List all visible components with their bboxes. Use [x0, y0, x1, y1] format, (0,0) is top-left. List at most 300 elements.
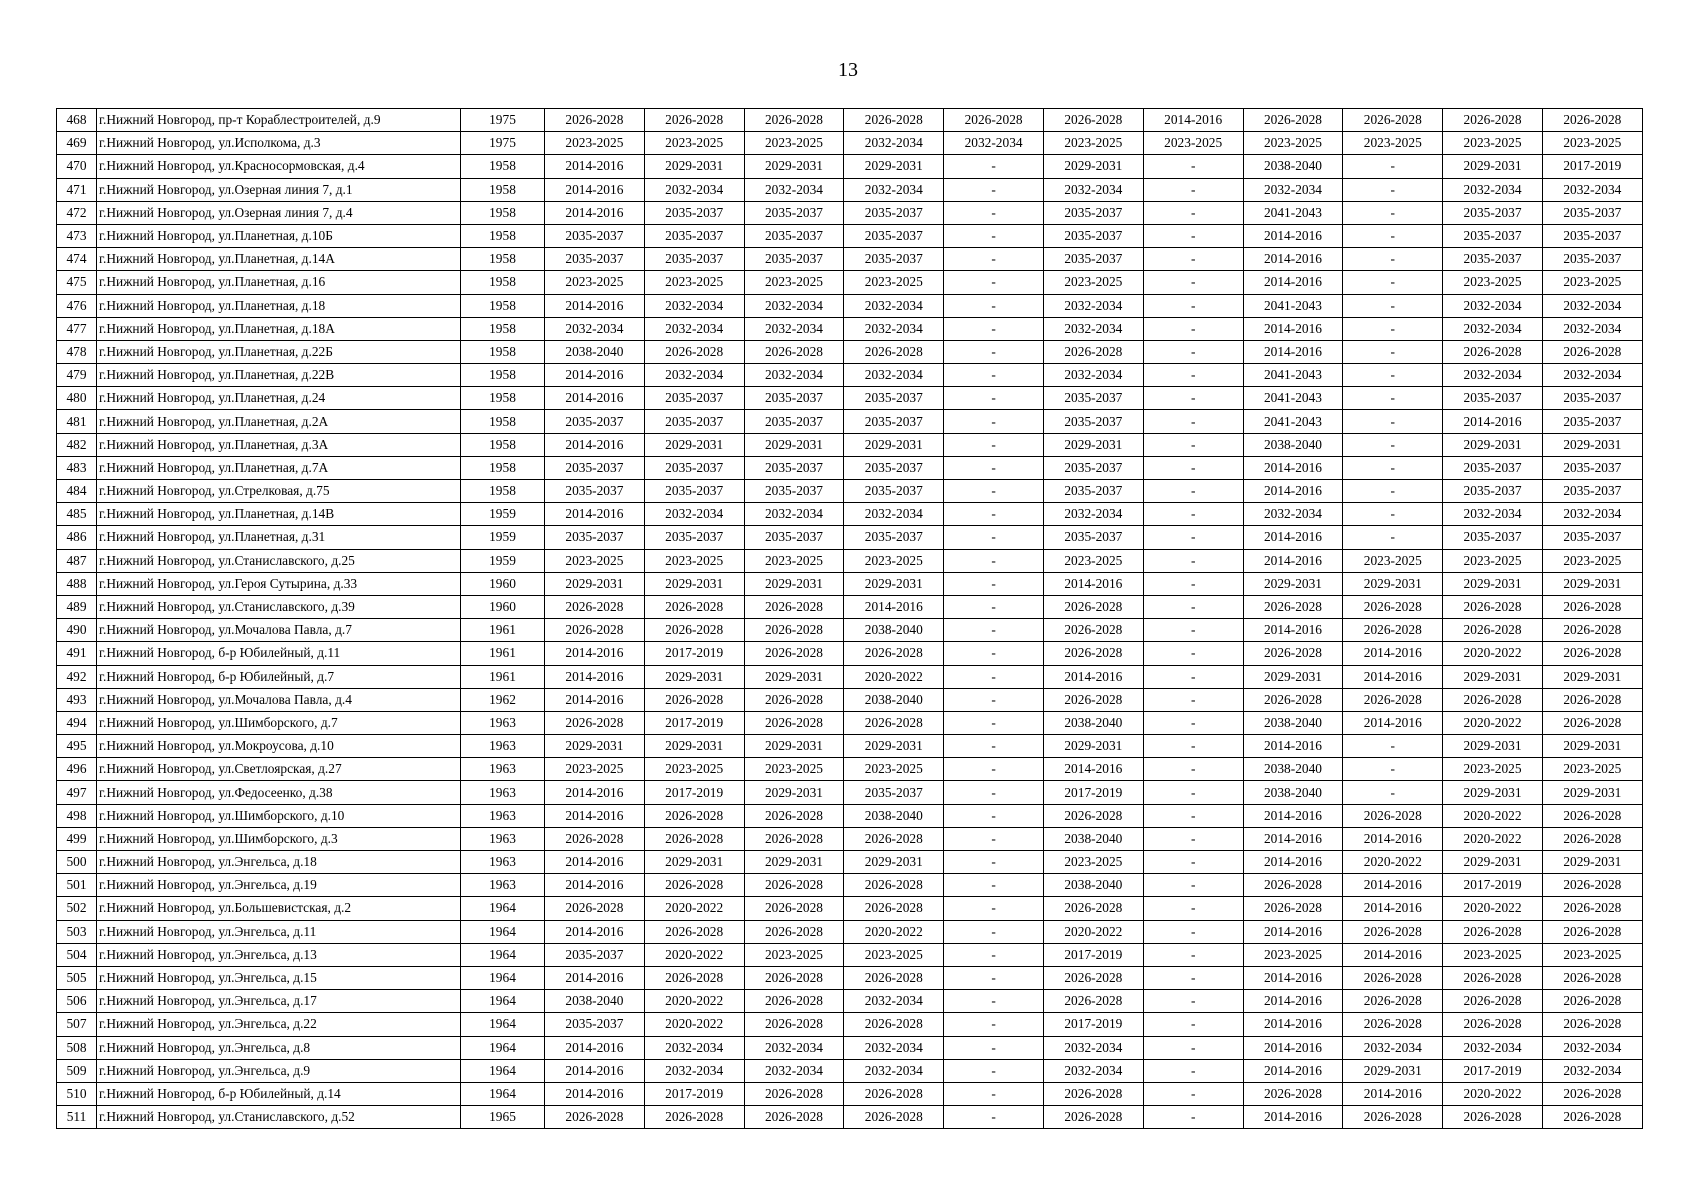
address-cell: г.Нижний Новгород, ул.Планетная, д.3А	[97, 433, 461, 456]
repair-period-cell: 2026-2028	[1343, 1106, 1443, 1129]
repair-period-cell: 2014-2016	[1243, 248, 1343, 271]
address-cell: г.Нижний Новгород, ул.Планетная, д.22Б	[97, 340, 461, 363]
repair-period-cell: -	[1143, 966, 1243, 989]
table-row	[57, 874, 1643, 897]
table-row	[57, 1059, 1643, 1082]
repair-period-cell: 2014-2016	[545, 874, 645, 897]
repair-period-cell: 2035-2037	[844, 387, 944, 410]
repair-period-cell: 2032-2034	[744, 317, 844, 340]
address-cell: г.Нижний Новгород, ул.Планетная, д.22В	[97, 364, 461, 387]
repair-period-cell: 2026-2028	[1542, 874, 1642, 897]
row-number-cell: 476	[57, 294, 97, 317]
repair-period-cell: 2029-2031	[545, 572, 645, 595]
repair-period-cell: 2032-2034	[1542, 1036, 1642, 1059]
repair-period-cell: 2026-2028	[545, 897, 645, 920]
repair-period-cell: 2026-2028	[1343, 966, 1443, 989]
repair-period-cell: 2026-2028	[744, 827, 844, 850]
table-row	[57, 758, 1643, 781]
repair-period-cell: 2032-2034	[644, 1059, 744, 1082]
repair-period-cell: -	[1343, 526, 1443, 549]
repair-period-cell: 2032-2034	[744, 1036, 844, 1059]
repair-period-cell: 2029-2031	[844, 155, 944, 178]
repair-period-cell: -	[944, 595, 1044, 618]
repair-period-cell: 2014-2016	[1243, 920, 1343, 943]
repair-period-cell: -	[1143, 456, 1243, 479]
repair-period-cell: 2017-2019	[644, 1082, 744, 1105]
year-built-cell: 1964	[461, 1059, 545, 1082]
year-built-cell: 1958	[461, 387, 545, 410]
repair-period-cell: 2029-2031	[744, 735, 844, 758]
address-cell: г.Нижний Новгород, ул.Исполкома, д.3	[97, 132, 461, 155]
repair-period-cell: 2038-2040	[545, 340, 645, 363]
repair-period-cell: 2035-2037	[1542, 480, 1642, 503]
repair-period-cell: 2014-2016	[545, 201, 645, 224]
repair-period-cell: 2014-2016	[545, 665, 645, 688]
repair-period-cell: 2026-2028	[644, 688, 744, 711]
repair-period-cell: -	[1143, 433, 1243, 456]
repair-period-cell: 2035-2037	[744, 456, 844, 479]
table-row	[57, 665, 1643, 688]
repair-period-cell: 2032-2034	[1542, 178, 1642, 201]
row-number-cell: 506	[57, 990, 97, 1013]
year-built-cell: 1964	[461, 1036, 545, 1059]
repair-period-cell: 2035-2037	[545, 410, 645, 433]
repair-period-cell: 2014-2016	[1143, 109, 1243, 132]
repair-period-cell: -	[1343, 480, 1443, 503]
repair-period-cell: -	[1343, 735, 1443, 758]
repair-period-cell: -	[1143, 549, 1243, 572]
repair-period-cell: -	[944, 201, 1044, 224]
year-built-cell: 1958	[461, 271, 545, 294]
repair-period-cell: 2029-2031	[844, 433, 944, 456]
repair-period-cell: 2032-2034	[844, 317, 944, 340]
year-built-cell: 1964	[461, 990, 545, 1013]
repair-period-cell: 2029-2031	[1542, 572, 1642, 595]
repair-period-cell: -	[944, 364, 1044, 387]
repair-period-cell: -	[1143, 897, 1243, 920]
repair-period-cell: 2035-2037	[545, 224, 645, 247]
repair-period-cell: 2014-2016	[1043, 758, 1143, 781]
address-cell: г.Нижний Новгород, ул.Планетная, д.31	[97, 526, 461, 549]
repair-period-cell: -	[1343, 340, 1443, 363]
repair-period-cell: -	[944, 480, 1044, 503]
repair-period-cell: 2032-2034	[1043, 317, 1143, 340]
repair-period-cell: -	[944, 920, 1044, 943]
repair-period-cell: 2029-2031	[644, 155, 744, 178]
repair-period-cell: 2026-2028	[744, 1106, 844, 1129]
row-number-cell: 487	[57, 549, 97, 572]
repair-period-cell: 2026-2028	[1443, 1013, 1543, 1036]
row-number-cell: 511	[57, 1106, 97, 1129]
year-built-cell: 1963	[461, 711, 545, 734]
repair-period-cell: 2023-2025	[1443, 943, 1543, 966]
repair-period-cell: 2029-2031	[744, 155, 844, 178]
repair-period-cell: 2023-2025	[545, 132, 645, 155]
repair-period-cell: -	[944, 619, 1044, 642]
year-built-cell: 1958	[461, 410, 545, 433]
repair-period-cell: 2029-2031	[1542, 433, 1642, 456]
repair-period-cell: 2017-2019	[1443, 1059, 1543, 1082]
table-body	[57, 109, 1643, 1129]
repair-period-cell: 2014-2016	[1243, 526, 1343, 549]
year-built-cell: 1963	[461, 781, 545, 804]
repair-period-cell: -	[1143, 851, 1243, 874]
year-built-cell: 1965	[461, 1106, 545, 1129]
repair-period-cell: 2020-2022	[1443, 897, 1543, 920]
repair-period-cell: 2026-2028	[1443, 688, 1543, 711]
repair-period-cell: 2035-2037	[744, 224, 844, 247]
repair-period-cell: -	[944, 1106, 1044, 1129]
repair-period-cell: 2017-2019	[644, 781, 744, 804]
table-row	[57, 526, 1643, 549]
repair-period-cell: -	[944, 966, 1044, 989]
table-row	[57, 224, 1643, 247]
repair-period-cell: 2014-2016	[1343, 943, 1443, 966]
repair-period-cell: -	[944, 433, 1044, 456]
repair-period-cell: 2026-2028	[944, 109, 1044, 132]
repair-period-cell: 2023-2025	[844, 549, 944, 572]
year-built-cell: 1961	[461, 642, 545, 665]
repair-period-cell: 2026-2028	[744, 642, 844, 665]
repair-period-cell: 2029-2031	[644, 433, 744, 456]
address-cell: г.Нижний Новгород, ул.Энгельса, д.11	[97, 920, 461, 943]
repair-period-cell: 2014-2016	[844, 595, 944, 618]
year-built-cell: 1964	[461, 897, 545, 920]
repair-period-cell: 2026-2028	[644, 874, 744, 897]
repair-period-cell: 2032-2034	[1243, 178, 1343, 201]
repair-period-cell: -	[1143, 990, 1243, 1013]
repair-period-cell: -	[944, 271, 1044, 294]
repair-period-cell: -	[944, 456, 1044, 479]
repair-period-cell: 2026-2028	[644, 109, 744, 132]
repair-period-cell: 2035-2037	[744, 387, 844, 410]
repair-period-cell: 2026-2028	[1542, 109, 1642, 132]
address-cell: г.Нижний Новгород, ул.Энгельса, д.9	[97, 1059, 461, 1082]
repair-period-cell: 2032-2034	[1542, 1059, 1642, 1082]
row-number-cell: 472	[57, 201, 97, 224]
repair-period-cell: 2026-2028	[744, 619, 844, 642]
repair-period-cell: 2026-2028	[844, 711, 944, 734]
repair-period-cell: 2026-2028	[1043, 1106, 1143, 1129]
repair-period-cell: 2026-2028	[844, 827, 944, 850]
repair-period-cell: -	[1143, 248, 1243, 271]
repair-period-cell: 2032-2034	[1043, 503, 1143, 526]
repair-period-cell: 2026-2028	[1542, 688, 1642, 711]
repair-period-cell: 2014-2016	[545, 387, 645, 410]
repair-period-cell: 2029-2031	[1443, 155, 1543, 178]
repair-period-cell: 2035-2037	[1542, 201, 1642, 224]
repair-period-cell: 2035-2037	[844, 248, 944, 271]
row-number-cell: 493	[57, 688, 97, 711]
repair-period-cell: 2014-2016	[1243, 804, 1343, 827]
repair-period-cell: 2026-2028	[844, 642, 944, 665]
row-number-cell: 481	[57, 410, 97, 433]
repair-period-cell: 2035-2037	[545, 480, 645, 503]
repair-period-cell: 2014-2016	[1243, 619, 1343, 642]
repair-period-cell: 2035-2037	[1443, 526, 1543, 549]
repair-period-cell: -	[1143, 224, 1243, 247]
repair-period-cell: 2014-2016	[1243, 1106, 1343, 1129]
repair-period-cell: 2023-2025	[844, 758, 944, 781]
table-row	[57, 688, 1643, 711]
repair-period-cell: 2026-2028	[644, 595, 744, 618]
table-row	[57, 480, 1643, 503]
repair-period-cell: -	[944, 248, 1044, 271]
repair-period-cell: 2029-2031	[1542, 665, 1642, 688]
repair-period-cell: 2014-2016	[1243, 735, 1343, 758]
repair-period-cell: -	[944, 1059, 1044, 1082]
repair-period-cell: 2035-2037	[1542, 410, 1642, 433]
repair-period-cell: 2026-2028	[744, 109, 844, 132]
repair-period-cell: 2026-2028	[844, 109, 944, 132]
repair-period-cell: 2029-2031	[1443, 781, 1543, 804]
address-cell: г.Нижний Новгород, ул.Планетная, д.14А	[97, 248, 461, 271]
year-built-cell: 1964	[461, 1013, 545, 1036]
repair-period-cell: 2014-2016	[545, 781, 645, 804]
repair-period-cell: 2032-2034	[844, 178, 944, 201]
address-cell: г.Нижний Новгород, ул.Планетная, д.2А	[97, 410, 461, 433]
repair-period-cell: 2026-2028	[1243, 595, 1343, 618]
repair-period-cell: 2035-2037	[1542, 526, 1642, 549]
repair-period-cell: 2023-2025	[1243, 132, 1343, 155]
repair-period-cell: -	[1143, 619, 1243, 642]
year-built-cell: 1960	[461, 595, 545, 618]
repair-period-cell: -	[944, 665, 1044, 688]
repair-period-cell: 2023-2025	[644, 132, 744, 155]
repair-period-cell: 2014-2016	[1243, 317, 1343, 340]
year-built-cell: 1958	[461, 433, 545, 456]
repair-period-cell: 2035-2037	[644, 224, 744, 247]
repair-period-cell: 2032-2034	[1043, 1036, 1143, 1059]
repair-period-cell: 2014-2016	[1243, 966, 1343, 989]
table-row	[57, 711, 1643, 734]
repair-period-cell: 2032-2034	[844, 1059, 944, 1082]
year-built-cell: 1958	[461, 201, 545, 224]
year-built-cell: 1962	[461, 688, 545, 711]
address-cell: г.Нижний Новгород, ул.Планетная, д.14В	[97, 503, 461, 526]
repair-period-cell: 2035-2037	[644, 526, 744, 549]
repair-period-cell: -	[944, 804, 1044, 827]
year-built-cell: 1963	[461, 804, 545, 827]
repair-period-cell: -	[944, 178, 1044, 201]
table-row	[57, 178, 1643, 201]
repair-period-cell: 2029-2031	[644, 735, 744, 758]
repair-period-cell: 2029-2031	[1343, 572, 1443, 595]
repair-period-cell: -	[1143, 271, 1243, 294]
row-number-cell: 474	[57, 248, 97, 271]
repair-period-cell: 2035-2037	[844, 224, 944, 247]
repair-period-cell: 2035-2037	[1043, 456, 1143, 479]
repair-period-cell: -	[944, 735, 1044, 758]
year-built-cell: 1963	[461, 735, 545, 758]
repair-period-cell: 2014-2016	[545, 920, 645, 943]
repair-period-cell: 2026-2028	[1243, 109, 1343, 132]
repair-period-cell: -	[944, 1036, 1044, 1059]
repair-period-cell: -	[1343, 155, 1443, 178]
year-built-cell: 1958	[461, 248, 545, 271]
repair-period-cell: 2020-2022	[1043, 920, 1143, 943]
address-cell: г.Нижний Новгород, ул.Планетная, д.7А	[97, 456, 461, 479]
table-row	[57, 943, 1643, 966]
repair-period-cell: 2026-2028	[1443, 920, 1543, 943]
repair-period-cell: 2014-2016	[1243, 456, 1343, 479]
repair-period-cell: 2035-2037	[1043, 526, 1143, 549]
year-built-cell: 1963	[461, 874, 545, 897]
repair-period-cell: -	[1343, 317, 1443, 340]
repair-period-cell: 2035-2037	[1443, 224, 1543, 247]
repair-period-cell: 2026-2028	[1043, 109, 1143, 132]
repair-period-cell: 2029-2031	[1443, 572, 1543, 595]
repair-period-cell: 2035-2037	[744, 201, 844, 224]
repair-period-cell: 2020-2022	[844, 920, 944, 943]
repair-period-cell: 2026-2028	[1343, 804, 1443, 827]
row-number-cell: 503	[57, 920, 97, 943]
repair-period-cell: 2014-2016	[545, 1059, 645, 1082]
address-cell: г.Нижний Новгород, ул.Большевистская, д.2	[97, 897, 461, 920]
repair-period-cell: 2014-2016	[545, 364, 645, 387]
repair-period-cell: 2023-2025	[1343, 132, 1443, 155]
year-built-cell: 1964	[461, 920, 545, 943]
repair-period-cell: 2026-2028	[1343, 1013, 1443, 1036]
repair-period-cell: 2029-2031	[1043, 735, 1143, 758]
repair-period-cell: -	[1143, 758, 1243, 781]
year-built-cell: 1958	[461, 224, 545, 247]
repair-period-cell: 2023-2025	[1143, 132, 1243, 155]
repair-period-cell: 2035-2037	[844, 781, 944, 804]
address-cell: г.Нижний Новгород, ул.Мочалова Павла, д.7	[97, 619, 461, 642]
repair-period-cell: 2029-2031	[1343, 1059, 1443, 1082]
repair-period-cell: 2026-2028	[1542, 711, 1642, 734]
repair-period-cell: 2038-2040	[1243, 155, 1343, 178]
repair-period-cell: 2035-2037	[545, 248, 645, 271]
repair-period-cell: 2023-2025	[545, 549, 645, 572]
year-built-cell: 1958	[461, 340, 545, 363]
repair-period-cell: 2026-2028	[744, 897, 844, 920]
repair-period-cell: 2038-2040	[1043, 827, 1143, 850]
repair-period-cell: 2026-2028	[744, 688, 844, 711]
repair-period-cell: -	[944, 410, 1044, 433]
repair-period-cell: 2020-2022	[644, 1013, 744, 1036]
repair-period-cell: 2026-2028	[744, 1013, 844, 1036]
repair-period-cell: 2035-2037	[1542, 224, 1642, 247]
repair-period-cell: 2014-2016	[1243, 1013, 1343, 1036]
repair-period-cell: 2023-2025	[844, 943, 944, 966]
repair-period-cell: 2035-2037	[1043, 410, 1143, 433]
repair-period-cell: -	[944, 526, 1044, 549]
repair-period-cell: 2026-2028	[1343, 920, 1443, 943]
repair-period-cell: 2041-2043	[1243, 294, 1343, 317]
address-cell: г.Нижний Новгород, ул.Планетная, д.10Б	[97, 224, 461, 247]
address-cell: г.Нижний Новгород, ул.Планетная, д.16	[97, 271, 461, 294]
repair-period-cell: 2017-2019	[1043, 943, 1143, 966]
repair-period-cell: 2020-2022	[644, 897, 744, 920]
table-row	[57, 155, 1643, 178]
row-number-cell: 491	[57, 642, 97, 665]
repair-period-cell: -	[1143, 572, 1243, 595]
repair-period-cell: 2014-2016	[1243, 1036, 1343, 1059]
repair-period-cell: 2014-2016	[1443, 410, 1543, 433]
year-built-cell: 1958	[461, 480, 545, 503]
repair-period-cell: 2041-2043	[1243, 387, 1343, 410]
repair-period-cell: 2029-2031	[744, 433, 844, 456]
table-row	[57, 804, 1643, 827]
repair-period-cell: -	[944, 874, 1044, 897]
repair-period-cell: -	[1143, 665, 1243, 688]
repair-period-cell: -	[1143, 178, 1243, 201]
repair-period-cell: 2026-2028	[1542, 1013, 1642, 1036]
repair-period-cell: -	[1143, 1106, 1243, 1129]
repair-period-cell: 2041-2043	[1243, 410, 1343, 433]
repair-period-cell: 2038-2040	[1243, 433, 1343, 456]
repair-period-cell: 2029-2031	[1542, 781, 1642, 804]
repair-period-cell: 2035-2037	[545, 526, 645, 549]
repair-period-cell: -	[1343, 410, 1443, 433]
repair-period-cell: 2032-2034	[1443, 503, 1543, 526]
repair-period-cell: 2032-2034	[1043, 294, 1143, 317]
repair-period-cell: 2035-2037	[1443, 456, 1543, 479]
repair-period-cell: 2017-2019	[644, 642, 744, 665]
repair-period-cell: 2023-2025	[1343, 549, 1443, 572]
repair-period-cell: -	[944, 1082, 1044, 1105]
repair-period-cell: 2017-2019	[1043, 1013, 1143, 1036]
row-number-cell: 480	[57, 387, 97, 410]
repair-period-cell: -	[1343, 178, 1443, 201]
address-cell: г.Нижний Новгород, ул.Шимборского, д.10	[97, 804, 461, 827]
row-number-cell: 501	[57, 874, 97, 897]
row-number-cell: 485	[57, 503, 97, 526]
repair-period-cell: -	[1343, 271, 1443, 294]
repair-period-cell: 2026-2028	[844, 1082, 944, 1105]
repair-period-cell: 2026-2028	[844, 1013, 944, 1036]
repair-period-cell: 2026-2028	[744, 990, 844, 1013]
address-cell: г.Нижний Новгород, ул.Стрелковая, д.75	[97, 480, 461, 503]
repair-period-cell: 2014-2016	[1243, 271, 1343, 294]
repair-period-cell: 2029-2031	[1443, 665, 1543, 688]
repair-period-cell: -	[944, 549, 1044, 572]
repair-period-cell: 2026-2028	[1043, 1082, 1143, 1105]
repair-period-cell: 2023-2025	[1542, 271, 1642, 294]
table-row	[57, 735, 1643, 758]
address-cell: г.Нижний Новгород, ул.Энгельса, д.17	[97, 990, 461, 1013]
row-number-cell: 483	[57, 456, 97, 479]
repair-period-cell: 2026-2028	[1443, 340, 1543, 363]
year-built-cell: 1959	[461, 549, 545, 572]
repair-period-cell: 2035-2037	[545, 1013, 645, 1036]
table-row	[57, 410, 1643, 433]
repair-period-cell: 2014-2016	[545, 851, 645, 874]
repair-period-cell: 2026-2028	[644, 920, 744, 943]
repair-period-cell: 2026-2028	[1043, 990, 1143, 1013]
repair-period-cell: 2023-2025	[644, 549, 744, 572]
repair-period-cell: 2014-2016	[1043, 572, 1143, 595]
repair-period-cell: 2023-2025	[1443, 271, 1543, 294]
repair-period-cell: 2032-2034	[1243, 503, 1343, 526]
repair-period-cell: 2029-2031	[1443, 735, 1543, 758]
repair-period-cell: 2023-2025	[744, 271, 844, 294]
repair-period-cell: -	[1143, 781, 1243, 804]
repair-period-cell: 2032-2034	[944, 132, 1044, 155]
address-cell: г.Нижний Новгород, ул.Мокроусова, д.10	[97, 735, 461, 758]
repair-period-cell: 2023-2025	[1542, 132, 1642, 155]
table-row	[57, 781, 1643, 804]
repair-period-cell: 2029-2031	[1243, 665, 1343, 688]
repair-period-cell: 2035-2037	[1043, 387, 1143, 410]
repair-period-cell: -	[944, 294, 1044, 317]
year-built-cell: 1958	[461, 317, 545, 340]
repair-period-cell: 2014-2016	[1243, 990, 1343, 1013]
table-row	[57, 897, 1643, 920]
repair-period-cell: 2020-2022	[844, 665, 944, 688]
